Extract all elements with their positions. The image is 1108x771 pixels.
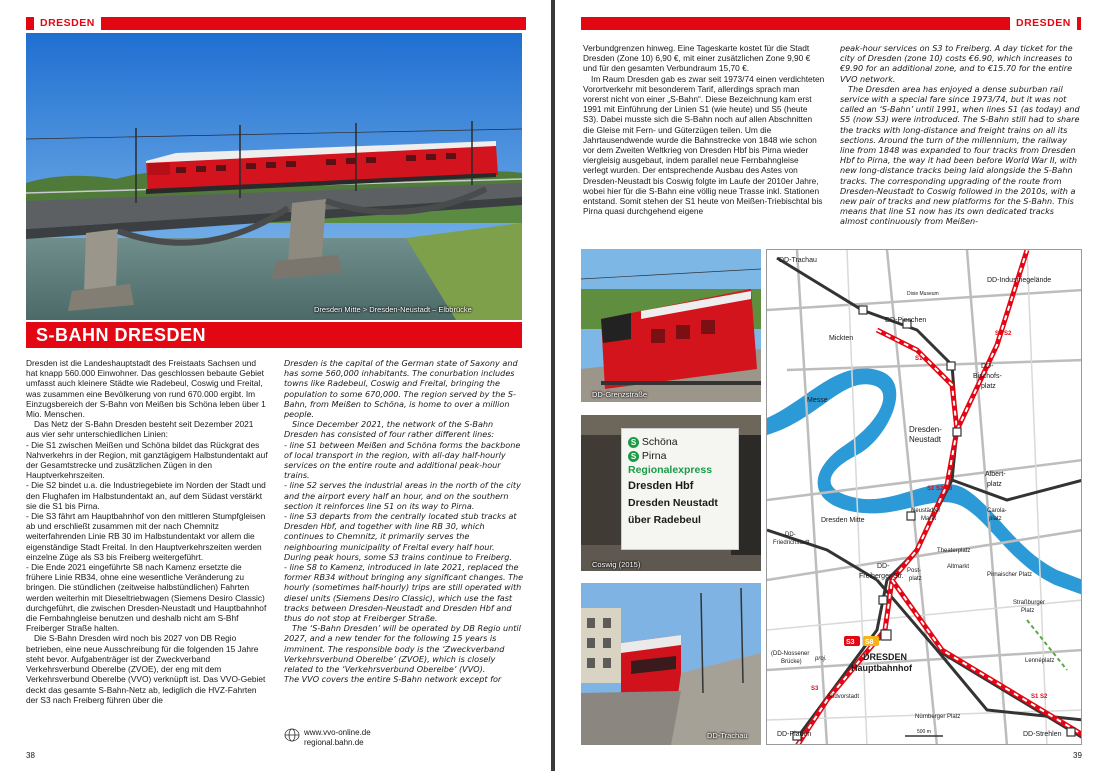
map-label: S3 [811,686,819,692]
german-paragraph: - Die S1 zwischen Meißen und Schöna bildet das Rückgrat des Nahverkehrs in der Region, mit ganztägigem Halbstundentakt auf der Gesamtstrecke und zusätzlichen Zügen in den Hauptverkehrszeiten. [26,439,268,481]
english-paragraph: - line S3 departs from the centrally located stub tracks at Dresden Hbf, and together with line RB 30, which continues to Chemnitz, it primarily serves the neighbouring municipality of Freital every half hour. During peak hours, some S3 trains continue to Freiberg. [284,511,517,562]
english-paragraph: The Dresden area has enjoyed a dense suburban rail service with a special fare since 1973/74, but it was not called an ‘S-Bahn’ until 1991, when lines S1 (as today) and S5 (now S3) were introduced. The S-Bahn still had to share the tracks with long-distance and freight trains on all its sections. Around the turn of the millennium, the railway line from 1848 was expanded to four tracks from Dresden Hbf to Pirna, the way it had been before World War II, with new long-distance tracks being laid alongside the S-Bahn tracks. The corresponding upgrading of the route from Dresden-Neustadt to Coswig followed in the 2010s, with a new pair of tracks and new platforms for the S-Bahn. This means that line S1 now has its own dedicated tracks almost continuously from Meißen- [840,83,1080,227]
german-paragraph: - Die S2 bindet u.a. die Industriegebiete im Norden der Stadt und den Flughafen im Halbstundentakt an, auf dem Südast verstärkt sie die S1 bis Pirna. [26,480,266,511]
photo-caption: DD-Trachau [707,731,748,740]
map-label: DD- [785,532,796,538]
english-paragraph: - line S1 between Meißen and Schöna forms the backbone of local transport in the region, with all-day half-hourly services on the entire route and additional peak-hour trains. [284,439,521,481]
sign-line [622,435,738,449]
map-label: Post- [907,568,922,574]
english-paragraph: The VVO covers the entire S-Bahn network except for [284,674,502,685]
photo-caption: DD-Grenzstraße [592,390,648,399]
photo-grenzstrasse [581,249,761,402]
sign-text: Pirna [641,450,667,462]
german-paragraph: - Die Ende 2021 eingeführte S8 nach Kamenz ersetzte die frühere Linie RB34, ohne eine wesentliche Veränderung zu bringen. Die stündlichen (zeitweise halbstündlichen) Fahrten werden weiterhin mit Dieseltriebwagen (Siemens Desiro Classic) durchgeführt, die zwischen Dresden-Neustadt und Hauptbahnhof die Fernbahngleise benutzen und deshalb nicht am S-Bhf Freiberger Straße halten. [26,562,267,634]
web-link[interactable]: www.vvo-online.de [304,728,371,737]
german-paragraph: Dresden ist die Landeshauptstadt des Freistaats Sachsen und hat knapp 560.000 Einwohner. Das geschlossen bebaute Gebiet umfasst auch kleinere Städte wie Radebeul, Coswig und Freital, was zusammen eine Bevölkerung von rund 670.000 ergibt. Im Einzugsbereich der S-Bahn von Meißen bis Schöna leben über 1 Mio. Menschen. [26,358,266,420]
english-paragraph: The ‘S-Bahn Dresden’ will be operated by DB Regio until 2027, and a new tender for the following 15 years is imminent. The responsible body is the ‘Zweckverband Verkehrsverbund Oberelbe’ (ZVOE), which is closely related to the ‘Verkehrsverbund Oberelbe’ (VVO). [284,623,521,675]
network-map [766,249,1082,745]
destination-sign [621,428,739,550]
map-label: DRESDEN [863,652,908,662]
page-number: 38 [26,751,35,760]
map-label: Hauptbahnhof [851,663,912,673]
map-label: Markt [921,516,936,522]
map-label: DD-Strehlen [1023,731,1062,738]
map-label: proj. [815,656,827,662]
hero-photo [26,33,522,320]
map-label: DD- [877,563,890,570]
map-label: Dresden Mitte [821,517,865,524]
s-bahn-icon: S [628,437,639,448]
german-text-column [26,358,268,705]
map-label: DD-Plauen [777,731,812,738]
web-links [304,728,464,748]
header-bar [581,17,1081,30]
sign-text: Regionalexpress [628,464,713,476]
map-label: Carola- [987,508,1007,514]
globe-icon [284,728,300,747]
map-label: Freiberger Str. [859,573,904,580]
map-label: Platz [1021,608,1035,614]
map-label: DD-Trachau [779,257,817,264]
english-text-column-right [840,43,1082,227]
map-label: Mickten [829,335,854,342]
section-tag: DRESDEN [34,16,101,31]
map-label: platz [987,481,1002,488]
german-paragraph: Die S-Bahn Dresden wird noch bis 2027 von DB Regio betrieben, eine neue Ausschreibung für die folgenden 15 Jahre steht bevor. Aufgabenträger ist der Zweckverband Verkehrsverbund Oberelbe (ZVOE), der eng mit dem Verkehrsverbund Oberelbe (VVO) verknüpft ist. Das VVO-Gebiet deckt das gesamte S-Bahn-Netz ab, lediglich die HVZ-Fahrten der S3 nach Freiberg führen über die [26,633,266,705]
header-bar [26,17,526,30]
english-paragraph: - line S2 serves the industrial areas in the north of the city and the airport every half an hour, and on the southern section it reinforces line S1 on its way to Pirna. [284,480,521,511]
left-page [0,0,551,771]
map-label: S1 S2 [1031,694,1048,700]
german-paragraph: Im Raum Dresden gab es zwar seit 1973/74 einen verdichteten Vorortverkehr mit besonderem Tarif, allerdings sprach man vorerst nicht von einer „S-Bahn“. Diese Bezeichnung kam erst 1991 mit Einführung der Linien S1 (wie heute) und S5 (heute S3). Dabei musste sich die S-Bahn noch auf allen Abschnitten die Gleise mit Fern- und Güterzügen teilen. Um die Jahrtausendwende wurde die Bahnstrecke von 1848 wie schon vor dem Zweiten Weltkrieg von Dresden Hbf bis Pirna wieder viergleisig ausgebaut, indem parallel neue Fernbahngleise verlegt wurden. Der entsprechende Ausbau des Astes von Dresden-Neustadt bis Coswig folgte im Laufe der 2010er Jahre, wobei hier für die S-Bahn eine völlig neue Trasse inkl. Stationen entstand. Somit stehen der S1 heute von Meißen-Triebischtal bis Pirna quasi durchgehend eigene [583,73,825,217]
sign-text: über Radebeul [628,514,701,526]
english-text-column [284,358,524,685]
sign-text: Dresden Neustadt [628,497,718,509]
map-label: DD-Industriegelände [987,277,1052,284]
map-label: Neustädter [911,508,941,514]
map-label: Dresden- [909,425,942,434]
web-link[interactable]: regional.bahn.de [304,738,364,747]
network-map-svg [767,250,1082,745]
sign-text: Dresden Hbf [628,480,694,492]
map-label: DD- [981,363,994,370]
map-label: Neustadt [909,435,942,444]
map-label: S1 S2 [995,331,1012,337]
sign-text: Schöna [641,436,678,448]
english-paragraph: Since December 2021, the network of the S-Bahn Dresden has consisted of four rather different lines: [284,419,495,440]
english-paragraph: peak-hour services on S3 to Freiberg. A day ticket for the city of Dresden (zone 10) costs €6.90, which increases to €9.90 for an additional zone, and to €15.70 for the entire VVO network. [840,43,1073,84]
map-label: Altmarkt [947,564,970,570]
map-label: S1 [915,356,923,362]
article-headline: S-BAHN DRESDEN [26,322,522,348]
map-label: Bischofs- [973,373,1002,380]
map-label: Theaterplatz [937,548,971,554]
sign-line [622,449,738,463]
german-paragraph: Verbundgrenzen hinweg. Eine Tageskarte kostet für die Stadt Dresden (Zone 10) 6,90 €, mit einer zusätzlichen Zone 9,90 € und für den gesamten Verbundraum 15,70 €. [583,43,811,74]
map-label: (DD-Nossener [771,651,810,657]
map-label: Südvorstadt [827,694,860,700]
map-label: Dixie Museum [907,291,939,297]
photo-caption: Coswig (2015) [592,560,641,569]
s-bahn-icon: S [628,451,639,462]
map-label: Pirnaischer Platz [987,572,1033,578]
map-label: platz [909,576,922,582]
map-label: DD-Pieschen [885,317,927,324]
map-label: Brücke) [781,659,802,665]
section-tag: DRESDEN [1010,16,1077,31]
map-label: S1 S2 S8 [927,486,953,492]
hero-photo-caption: Dresden Mitte > Dresden-Neustadt – Elbbrücke [314,305,472,314]
map-label: platz [981,383,996,390]
map-label: platz [989,516,1002,522]
english-paragraph: Dresden is the capital of the German state of Saxony and has some 560,000 inhabitants. The conurbation includes towns like Radebeul, Coswig and Freital, bringing the population to some 670,000. The region served by the S-Bahn, from Meißen to Schöna, is home to over a million people. [284,358,518,420]
map-label: S8 [865,639,874,646]
map-label: Nürnberger Platz [915,714,961,720]
german-text-column-right [583,43,825,216]
map-label: 500 m [917,729,931,735]
map-label: Friedrichstadt [773,540,810,546]
photo-trachau [581,583,761,745]
english-paragraph: - line S8 to Kamenz, introduced in late 2021, replaced the former RB34 without bringing any significant changes. The hourly (sometimes half-hourly) trips are still operated with diesel units (Siemens Desiro Classic), which use the fast tracks between Dresden-Neustadt and Dresden Hbf and thus do not stop at Freiberger Straße. [284,562,524,624]
map-label: Lennéplatz [1025,658,1055,664]
map-label: Albert- [985,471,1006,478]
german-paragraph: - Die S3 fährt am Hauptbahnhof von den mittleren Stumpfgleisen ab und erschließt zusammen mit der nach Chemnitz weiterfahrenden Linie RB 30 im Halbstundentakt vor allem die eigenständige Stadt Freital. In den Hauptverkehrszeiten werden einzelne Züge als S3 bis Freiberg weitergeführt. [26,511,266,562]
map-label: S3 [846,639,855,646]
bridge-train-image [26,33,522,320]
page-number: 39 [1073,751,1082,760]
map-label: Messe [807,397,828,404]
german-paragraph: Das Netz der S-Bahn Dresden besteht seit Dezember 2021 aus vier sehr unterschiedlichen Linien: [26,419,254,440]
map-label: Straßburger [1013,600,1046,606]
